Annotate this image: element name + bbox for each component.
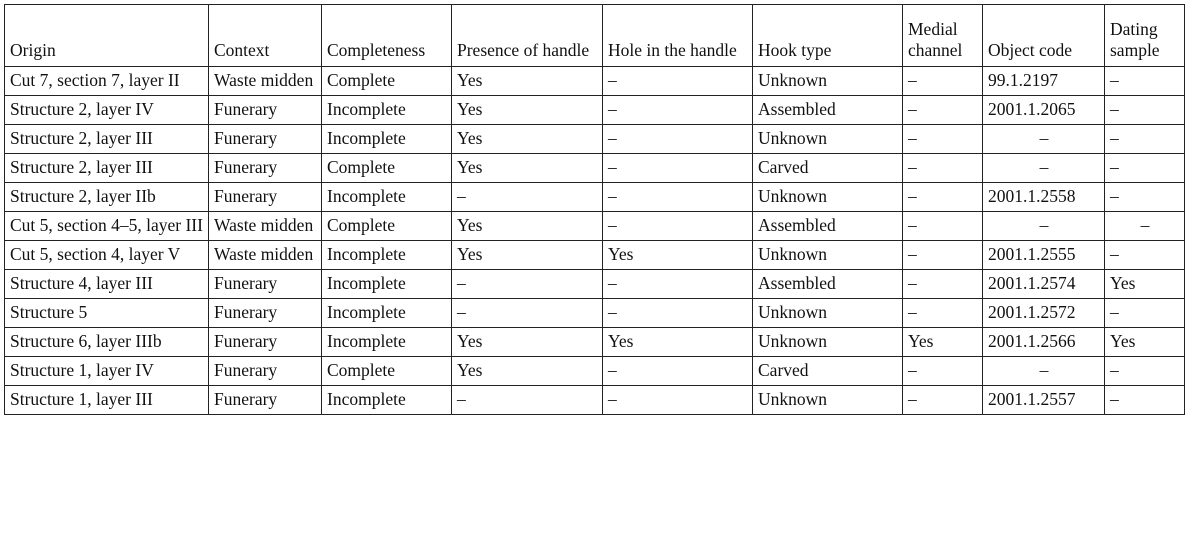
cell-hole-in-handle: –	[603, 386, 753, 415]
cell-dating-sample: –	[1105, 357, 1185, 386]
cell-object-code: 2001.1.2557	[983, 386, 1105, 415]
cell-hook-type: Unknown	[753, 299, 903, 328]
cell-origin: Structure 2, layer IV	[5, 96, 209, 125]
cell-context: Funerary	[209, 183, 322, 212]
cell-completeness: Incomplete	[322, 241, 452, 270]
cell-hole-in-handle: –	[603, 154, 753, 183]
cell-presence-of-handle: Yes	[452, 357, 603, 386]
table-row	[5, 328, 1185, 357]
cell-hook-type: Unknown	[753, 67, 903, 96]
table-row	[5, 125, 1185, 154]
cell-context: Funerary	[209, 357, 322, 386]
cell-hook-type: Unknown	[753, 328, 903, 357]
table-row	[5, 357, 1185, 386]
cell-object-code: 2001.1.2566	[983, 328, 1105, 357]
cell-completeness: Complete	[322, 67, 452, 96]
cell-dating-sample: –	[1105, 125, 1185, 154]
cell-medial-channel: –	[903, 241, 983, 270]
cell-context: Funerary	[209, 154, 322, 183]
cell-completeness: Incomplete	[322, 125, 452, 154]
cell-presence-of-handle: –	[452, 183, 603, 212]
cell-dating-sample: –	[1105, 183, 1185, 212]
table-row	[5, 67, 1185, 96]
cell-object-code: 2001.1.2574	[983, 270, 1105, 299]
cell-hole-in-handle: –	[603, 299, 753, 328]
cell-completeness: Incomplete	[322, 328, 452, 357]
cell-context: Waste midden	[209, 212, 322, 241]
table-row	[5, 241, 1185, 270]
cell-hook-type: Unknown	[753, 183, 903, 212]
cell-completeness: Incomplete	[322, 386, 452, 415]
cell-context: Funerary	[209, 299, 322, 328]
cell-presence-of-handle: Yes	[452, 154, 603, 183]
cell-object-code: 2001.1.2558	[983, 183, 1105, 212]
cell-hole-in-handle: –	[603, 67, 753, 96]
cell-hook-type: Unknown	[753, 241, 903, 270]
cell-context: Funerary	[209, 386, 322, 415]
cell-presence-of-handle: –	[452, 270, 603, 299]
cell-dating-sample: –	[1105, 299, 1185, 328]
cell-hook-type: Carved	[753, 154, 903, 183]
table-row	[5, 299, 1185, 328]
header-object-code: Object code	[983, 5, 1105, 67]
cell-origin: Structure 1, layer III	[5, 386, 209, 415]
cell-hole-in-handle: Yes	[603, 241, 753, 270]
cell-dating-sample: –	[1105, 96, 1185, 125]
cell-medial-channel: –	[903, 212, 983, 241]
cell-completeness: Incomplete	[322, 299, 452, 328]
cell-object-code: –	[983, 125, 1105, 154]
cell-hook-type: Unknown	[753, 386, 903, 415]
cell-medial-channel: –	[903, 183, 983, 212]
table-row	[5, 212, 1185, 241]
cell-medial-channel: –	[903, 270, 983, 299]
table-row	[5, 270, 1185, 299]
cell-medial-channel: –	[903, 386, 983, 415]
cell-context: Funerary	[209, 270, 322, 299]
cell-hook-type: Carved	[753, 357, 903, 386]
cell-object-code: 2001.1.2065	[983, 96, 1105, 125]
cell-dating-sample: –	[1105, 154, 1185, 183]
cell-medial-channel: –	[903, 357, 983, 386]
table-row	[5, 183, 1185, 212]
cell-hole-in-handle: –	[603, 212, 753, 241]
cell-hook-type: Assembled	[753, 212, 903, 241]
cell-dating-sample: Yes	[1105, 270, 1185, 299]
table-row	[5, 96, 1185, 125]
header-completeness: Completeness	[322, 5, 452, 67]
cell-hole-in-handle: Yes	[603, 328, 753, 357]
cell-context: Funerary	[209, 125, 322, 154]
cell-presence-of-handle: Yes	[452, 96, 603, 125]
cell-hook-type: Unknown	[753, 125, 903, 154]
cell-presence-of-handle: Yes	[452, 212, 603, 241]
cell-hole-in-handle: –	[603, 183, 753, 212]
cell-origin: Structure 5	[5, 299, 209, 328]
cell-object-code: –	[983, 212, 1105, 241]
header-origin: Origin	[5, 5, 209, 67]
cell-dating-sample: –	[1105, 212, 1185, 241]
header-dating-sample: Dating sample	[1105, 5, 1185, 67]
cell-completeness: Complete	[322, 212, 452, 241]
cell-dating-sample: –	[1105, 67, 1185, 96]
cell-hole-in-handle: –	[603, 357, 753, 386]
cell-context: Funerary	[209, 328, 322, 357]
cell-presence-of-handle: Yes	[452, 241, 603, 270]
header-hook-type: Hook type	[753, 5, 903, 67]
header-presence-of-handle: Presence of handle	[452, 5, 603, 67]
cell-origin: Structure 2, layer IIb	[5, 183, 209, 212]
cell-hole-in-handle: –	[603, 96, 753, 125]
cell-origin: Structure 1, layer IV	[5, 357, 209, 386]
cell-object-code: 2001.1.2572	[983, 299, 1105, 328]
cell-hook-type: Assembled	[753, 96, 903, 125]
header-medial-channel: Medial channel	[903, 5, 983, 67]
data-table	[4, 4, 1185, 415]
header-row	[5, 5, 1185, 67]
table-row	[5, 386, 1185, 415]
cell-origin: Cut 5, section 4, layer V	[5, 241, 209, 270]
cell-presence-of-handle: Yes	[452, 328, 603, 357]
cell-completeness: Incomplete	[322, 96, 452, 125]
cell-completeness: Incomplete	[322, 270, 452, 299]
cell-medial-channel: –	[903, 125, 983, 154]
cell-completeness: Complete	[322, 154, 452, 183]
cell-hole-in-handle: –	[603, 270, 753, 299]
cell-hole-in-handle: –	[603, 125, 753, 154]
cell-presence-of-handle: Yes	[452, 125, 603, 154]
cell-completeness: Complete	[322, 357, 452, 386]
cell-medial-channel: –	[903, 96, 983, 125]
cell-origin: Structure 2, layer III	[5, 154, 209, 183]
table-row	[5, 154, 1185, 183]
header-hole-in-handle: Hole in the handle	[603, 5, 753, 67]
cell-context: Funerary	[209, 96, 322, 125]
cell-origin: Structure 6, layer IIIb	[5, 328, 209, 357]
cell-medial-channel: Yes	[903, 328, 983, 357]
cell-origin: Cut 7, section 7, layer II	[5, 67, 209, 96]
cell-completeness: Incomplete	[322, 183, 452, 212]
cell-dating-sample: Yes	[1105, 328, 1185, 357]
cell-medial-channel: –	[903, 154, 983, 183]
cell-dating-sample: –	[1105, 386, 1185, 415]
cell-hook-type: Assembled	[753, 270, 903, 299]
header-context: Context	[209, 5, 322, 67]
cell-object-code: –	[983, 357, 1105, 386]
cell-object-code: –	[983, 154, 1105, 183]
cell-context: Waste midden	[209, 67, 322, 96]
cell-context: Waste midden	[209, 241, 322, 270]
cell-dating-sample: –	[1105, 241, 1185, 270]
cell-origin: Structure 2, layer III	[5, 125, 209, 154]
cell-object-code: 99.1.2197	[983, 67, 1105, 96]
cell-origin: Structure 4, layer III	[5, 270, 209, 299]
cell-presence-of-handle: Yes	[452, 67, 603, 96]
cell-medial-channel: –	[903, 67, 983, 96]
cell-presence-of-handle: –	[452, 299, 603, 328]
cell-object-code: 2001.1.2555	[983, 241, 1105, 270]
cell-medial-channel: –	[903, 299, 983, 328]
cell-presence-of-handle: –	[452, 386, 603, 415]
cell-origin: Cut 5, section 4–5, layer III	[5, 212, 209, 241]
